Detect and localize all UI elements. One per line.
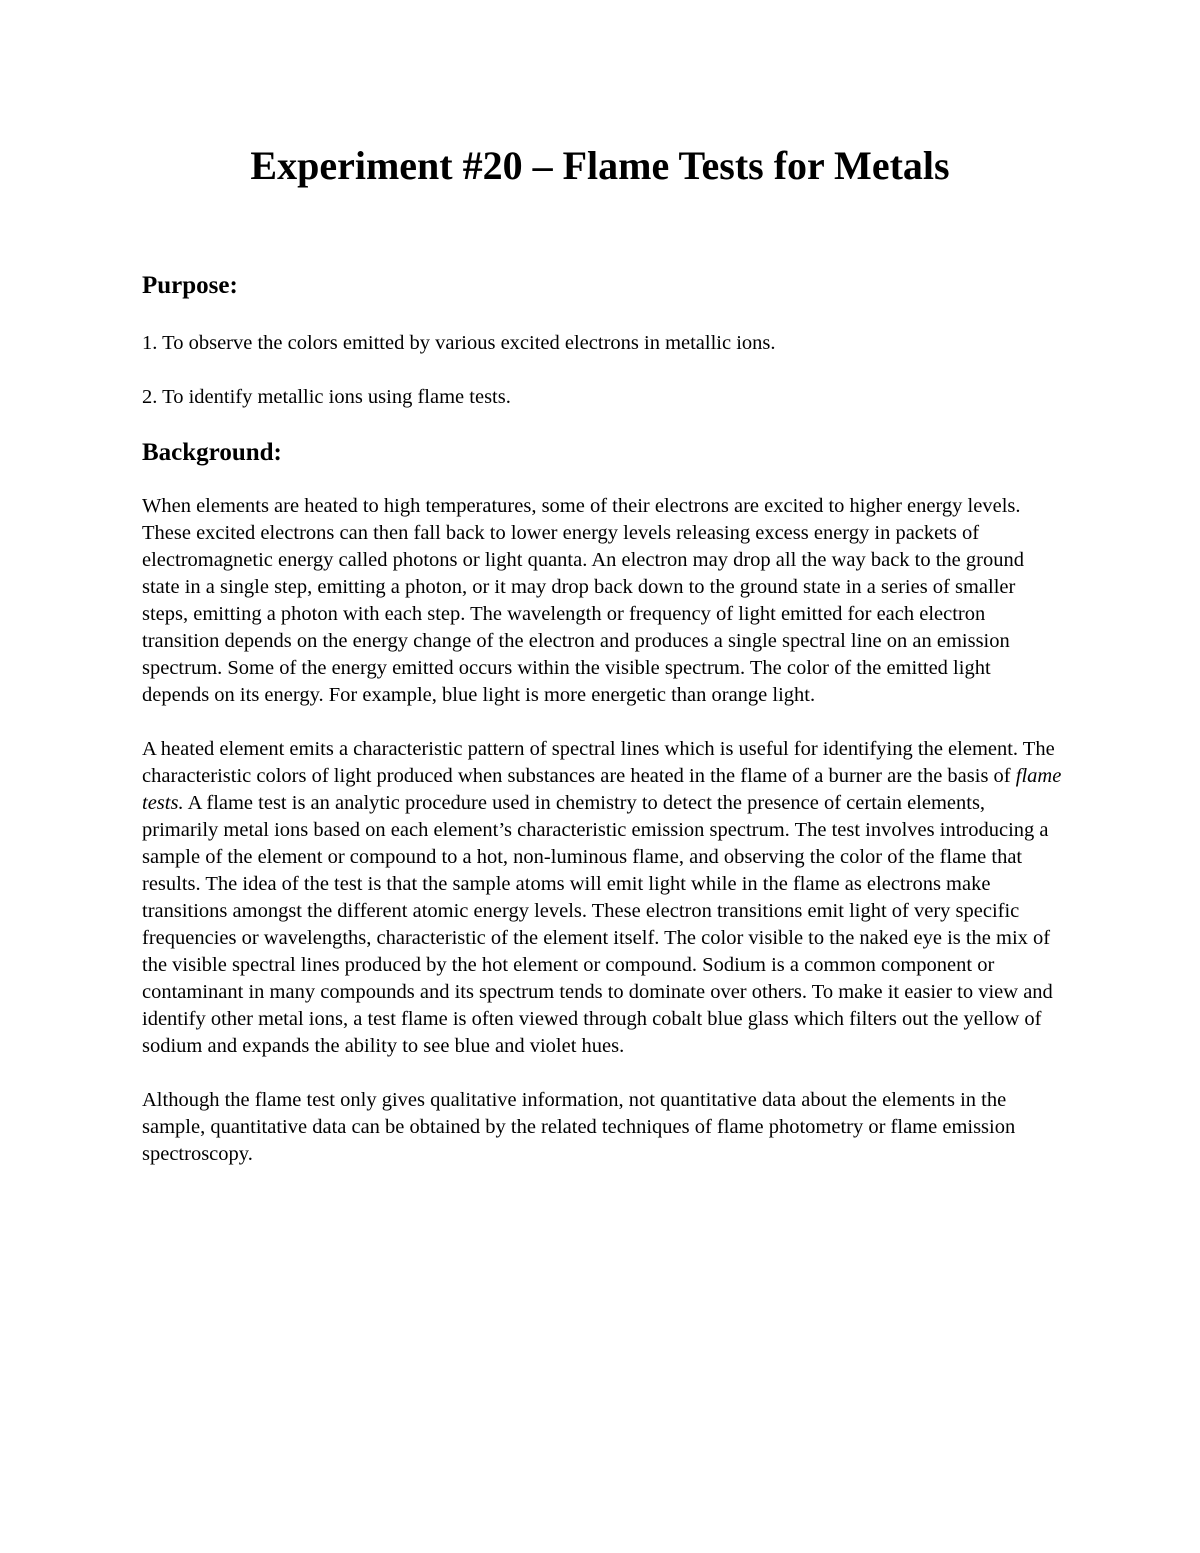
purpose-section bbox=[142, 270, 1062, 411]
paragraph-2-text-start: A heated element emits a characteristic pattern of spectral lines which is useful for identifying the element. The characteristic colors of light produced when substances are heated in the flame of a burner are the basis of bbox=[142, 738, 1055, 787]
background-section bbox=[142, 437, 1062, 1168]
background-paragraph-2 bbox=[142, 736, 1062, 1060]
background-paragraph-1: When elements are heated to high temperatures, some of their electrons are excited to higher energy levels. These excited electrons can then fall back to lower energy levels releasing excess energy in packets of electromagnetic energy called photons or light quanta. An electron may drop all the way back to the ground state in a single step, emitting a photon, or it may drop back down to the ground state in a series of smaller steps, emitting a photon with each step. The wavelength or frequency of light emitted for each electron transition depends on the energy change of the electron and produces a single spectral line on an emission spectrum. Some of the energy emitted occurs within the visible spectrum. The color of the emitted light depends on its energy. For example, blue light is more energetic than orange light. bbox=[142, 495, 1024, 706]
background-paragraph-3: Although the flame test only gives qualitative information, not quantitative data about the elements in the sample, quantitative data can be obtained by the related techniques of flame photometry or flame emission spectroscopy. bbox=[142, 1089, 1016, 1165]
purpose-item-2: 2. To identify metallic ions using flame tests. bbox=[142, 386, 511, 408]
document-title: Experiment #20 – Flame Tests for Metals bbox=[250, 143, 950, 188]
document-body bbox=[142, 270, 1062, 1168]
purpose-heading: Purpose: bbox=[142, 272, 238, 299]
paragraph-2-text-end: A flame test is an analytic procedure used in chemistry to detect the presence of certain elements, primarily metal ions based on each element’s characteristic emission spectrum. The test involves introducing a sample of the element or compound to a hot, non-luminous flame, and observing the color of the flame that results. The idea of the test is that the sample atoms will emit light while in the flame as electrons make transitions amongst the different atomic energy levels. These electron transitions emit light of very specific frequencies or wavelengths, characteristic of the element itself. The color visible to the naked eye is the mix of the visible spectral lines produced by the hot element or compound. Sodium is a common component or contaminant in many compounds and its spectrum tends to dominate over others. To make it easier to view and identify other metal ions, a test flame is often viewed through cobalt blue glass which filters out the yellow of sodium and expands the ability to see blue and violet hues. bbox=[142, 792, 1053, 1057]
flame-tests-emphasis: flame tests. bbox=[142, 765, 1062, 814]
purpose-item-1: 1. To observe the colors emitted by various excited electrons in metallic ions. bbox=[142, 332, 776, 354]
background-heading: Background: bbox=[142, 439, 282, 466]
